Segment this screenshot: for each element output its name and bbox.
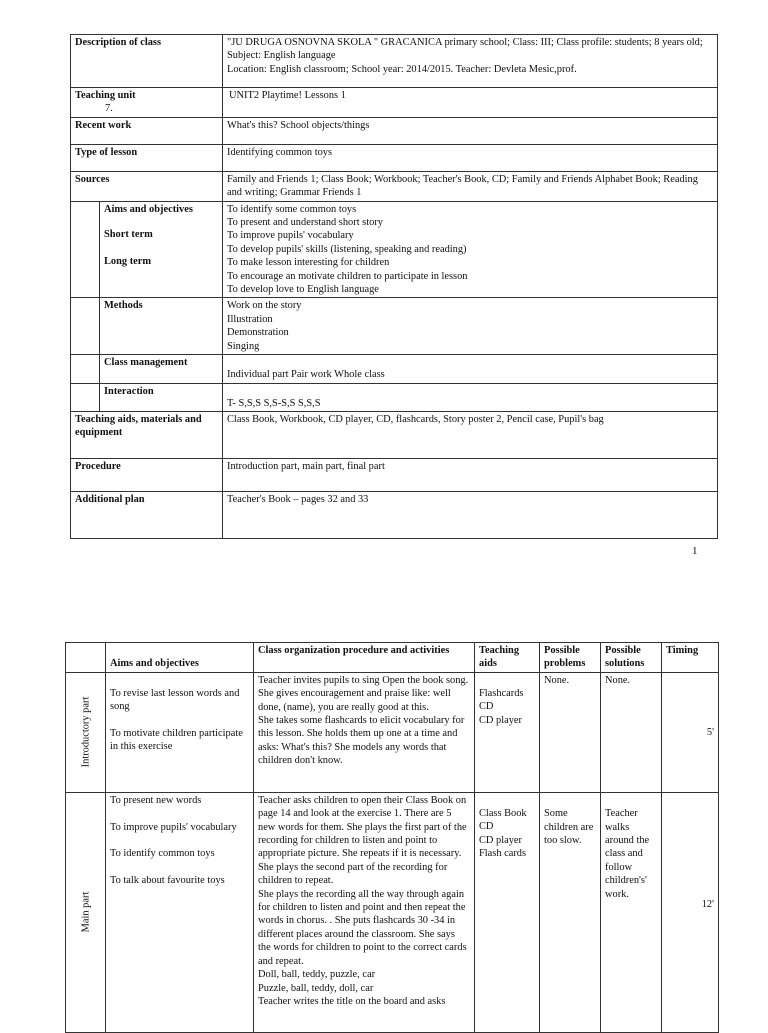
aims-short-term: Short term xyxy=(104,229,153,241)
label-sources: Sources xyxy=(71,171,223,201)
blank-aims xyxy=(71,201,100,298)
label-methods: Methods xyxy=(100,298,223,355)
value-teaching-aids: Class Book, Workbook, CD player, CD, flashcards, Story poster 2, Pencil case, Pupil's bag xyxy=(223,411,718,458)
row-description xyxy=(71,35,718,88)
row-methods xyxy=(71,298,718,355)
header-solutions: Possible solutions xyxy=(601,643,662,673)
intro-solutions: None. xyxy=(601,672,662,792)
value-description: "JU DRUGA OSNOVNA SKOLA " GRACANICA primary school; Class: III; Class profile: students; 8 years old; Subject: English language Location: English classroom; School year: 2014/2015. Teacher: Devleta Mesic,prof. xyxy=(223,35,718,88)
row-teaching-unit xyxy=(71,88,718,118)
row-teaching-aids xyxy=(71,411,718,458)
main-problems: Some children are too slow. xyxy=(540,792,601,1032)
value-interaction: T- S,S,S S,S-S,S S,S,S xyxy=(223,383,718,411)
main-solutions: Teacher walks around the class and follow children's' work. xyxy=(601,792,662,1032)
aims-long-term: Long term xyxy=(104,256,152,268)
label-description: Description of class xyxy=(71,35,223,88)
value-sources: Family and Friends 1; Class Book; Workbook; Teacher's Book, CD; Family and Friends Alphabet Book; Reading and writing; Grammar Friends 1 xyxy=(223,171,718,201)
blank-class-management xyxy=(71,355,100,383)
blank-methods xyxy=(71,298,100,355)
header-aims: Aims and objectives xyxy=(106,643,254,673)
value-teaching-unit: UNIT2 Playtime! Lessons 1 xyxy=(223,88,718,118)
header-part xyxy=(66,643,106,673)
value-additional-plan: Teacher's Book – pages 32 and 33 xyxy=(223,491,718,538)
label-teaching-aids: Teaching aids, materials and equipment xyxy=(71,411,223,458)
row-additional-plan xyxy=(71,491,718,538)
header-aids: Teaching aids xyxy=(475,643,540,673)
main-part-text: Main part xyxy=(79,891,91,933)
label-teaching-unit xyxy=(71,88,223,118)
main-part-label xyxy=(66,792,106,1032)
label-interaction: Interaction xyxy=(100,383,223,411)
main-aids: Class Book CD CD player Flash cards xyxy=(475,792,540,1032)
intro-aids: Flashcards CD CD player xyxy=(475,672,540,792)
main-row xyxy=(66,792,719,1032)
main-timing: 12' xyxy=(662,792,719,1032)
aims-label: Aims and objectives xyxy=(104,203,193,215)
label-recent-work: Recent work xyxy=(71,117,223,144)
value-aims: To identify some common toys To present and understand short story To improve pupils' vocabulary To develop pupils' skills (listening, speaking and reading) To make lesson interesting for children To encourage an motivate children to participate in lesson To develop love to English language xyxy=(223,201,718,298)
header-activities: Class organization procedure and activities xyxy=(254,643,475,673)
header-problems: Possible problems xyxy=(540,643,601,673)
row-recent-work xyxy=(71,117,718,144)
row-aims xyxy=(71,201,718,298)
teaching-unit-number: 7. xyxy=(105,103,113,115)
value-type-of-lesson: Identifying common toys xyxy=(223,144,718,171)
row-type-of-lesson xyxy=(71,144,718,171)
intro-part-label xyxy=(66,672,106,792)
main-aims: To present new words To improve pupils' vocabulary To identify common toys To talk about favourite toys xyxy=(106,792,254,1032)
label-type-of-lesson: Type of lesson xyxy=(71,144,223,171)
main-activities: Teacher asks children to open their Class Book on page 14 and look at the exercise 1. There are 5 new words for them. She plays the first part of the recording for children to listen and point to appropriate picture. She repeats if it is necessary. She plays the second part of the recording for children to repeat. She plays the recording all the way through again for children to listen and point and then repeat the words in chorus. . She puts flashcards 30 -34 in different places around the classroom. She says the words for children to point to the correct cards and repeat. Doll, ball, teddy, puzzle, car Puzzle, ball, teddy, doll, car Teacher writes the title on the board and asks xyxy=(254,792,475,1032)
row-interaction xyxy=(71,383,718,411)
value-procedure: Introduction part, main part, final part xyxy=(223,458,718,491)
procedure-header-row xyxy=(66,643,719,673)
intro-part-text: Introductory part xyxy=(79,696,91,768)
row-sources xyxy=(71,171,718,201)
blank-interaction xyxy=(71,383,100,411)
teaching-unit-label: Teaching unit xyxy=(75,90,136,101)
procedure-table xyxy=(65,642,719,1033)
label-additional-plan: Additional plan xyxy=(71,491,223,538)
lesson-plan-table xyxy=(70,34,718,539)
value-class-management: Individual part Pair work Whole class xyxy=(223,355,718,383)
row-class-management xyxy=(71,355,718,383)
label-class-management: Class management xyxy=(100,355,223,383)
row-procedure xyxy=(71,458,718,491)
label-procedure: Procedure xyxy=(71,458,223,491)
header-timing: Timing xyxy=(662,643,719,673)
page-number: 1 xyxy=(692,545,698,557)
intro-aims: To revise last lesson words and song To motivate children participate in this exercise xyxy=(106,672,254,792)
value-methods: Work on the story Illustration Demonstration Singing xyxy=(223,298,718,355)
intro-activities: Teacher invites pupils to sing Open the book song. She gives encouragement and praise like: well done, (name), you are really good at this. She takes some flashcards to elicit vocabulary for this lesson. She holds them up one at a time and asks: What's this? She models any words that children don't know. xyxy=(254,672,475,792)
label-aims xyxy=(100,201,223,298)
intro-problems: None. xyxy=(540,672,601,792)
value-recent-work: What's this? School objects/things xyxy=(223,117,718,144)
intro-timing: 5' xyxy=(662,672,719,792)
intro-row xyxy=(66,672,719,792)
